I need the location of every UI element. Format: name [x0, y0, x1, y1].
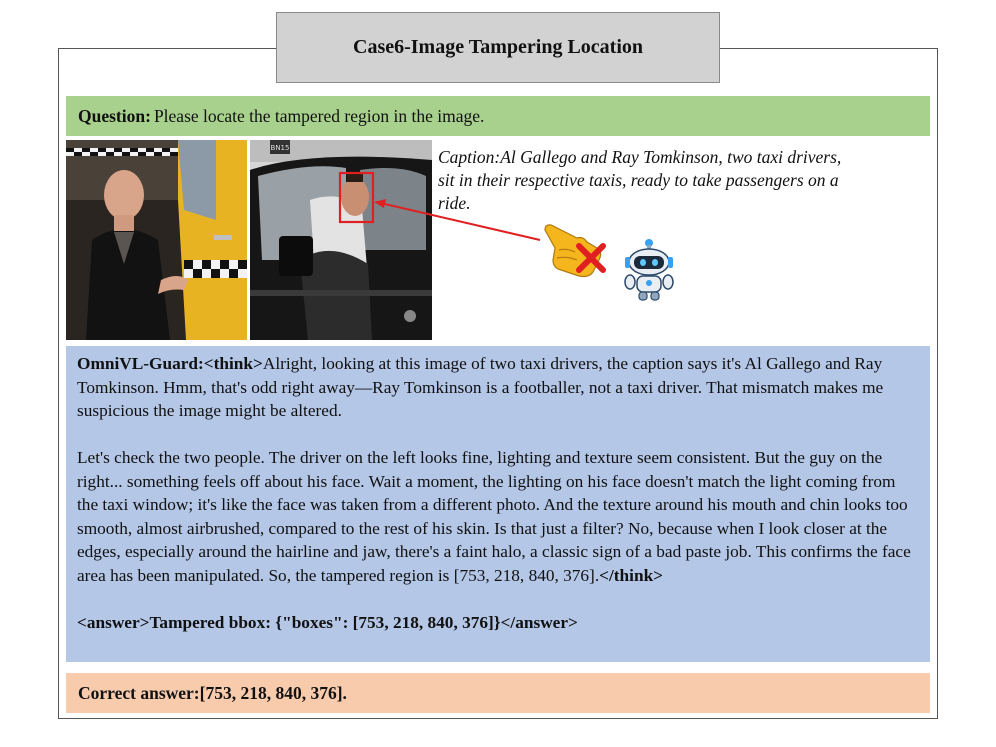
reasoning-text-1: Alright, looking at this image of two taxi drivers, the caption says it's Al Gallego and Ray Tomkinson. Hmm, that's odd right away—Ray Tomkinson is a footballer, not a taxi driver. That mismatch makes me suspicious the image might be altered. — [77, 354, 884, 420]
think-close-tag: </think> — [599, 565, 664, 585]
correct-answer-label: Correct answer: — [78, 682, 200, 703]
question-bar — [66, 96, 930, 136]
reasoning-paragraph-1 — [77, 352, 918, 423]
question-text: Please locate the tampered region in the image. — [153, 105, 485, 126]
pointer-arrow — [360, 178, 550, 248]
think-open-tag: <think> — [203, 354, 263, 373]
reasoning-paragraph-2 — [77, 446, 918, 587]
case-title — [276, 12, 720, 83]
robot-icon — [616, 238, 682, 304]
case-title-text: Case6-Image Tampering Location — [353, 36, 643, 58]
answer-text: <answer>Tampered bbox: {"boxes": [753, 218, 840, 376]}</answer> — [77, 612, 578, 632]
model-label: OmniVL-Guard: — [77, 354, 204, 373]
left-taxi-image — [66, 140, 247, 340]
pointing-hand-x-icon — [543, 218, 611, 278]
reasoning-text-2: Let's check the two people. The driver on the left looks fine, lighting and texture seem consistent. But the guy on the right... something feels off about his face. Wait a moment, the lighting on his face doesn't match the light coming from the taxi window; it's like the face was taken from a different photo. And the texture around his mouth and chin looks too smooth, almost airbrushed, compared to the rest of his skin. Is that just a filter? No, because when I look closer at the edges, especially around the hairline and jaw, there's a faint halo, a classic sign of a bad paste job. This confirms the face area has been manipulated. So, the tampered region is [753, 218, 840, 376]. — [77, 448, 911, 585]
question-label: Question: — [78, 105, 151, 126]
plate-badge: BN15 — [270, 144, 290, 152]
answer-line — [77, 611, 918, 635]
caption-label: Caption: — [438, 147, 501, 167]
left-taxi-illustration — [66, 140, 247, 340]
correct-answer-bar — [66, 673, 930, 713]
reasoning-block — [66, 346, 930, 662]
caption-text: Al Gallego and Ray Tomkinson, two taxi drivers, sit in their respective taxis, ready to take passengers on a ride. — [438, 147, 842, 213]
correct-answer-value: [753, 218, 840, 376]. — [199, 682, 347, 703]
